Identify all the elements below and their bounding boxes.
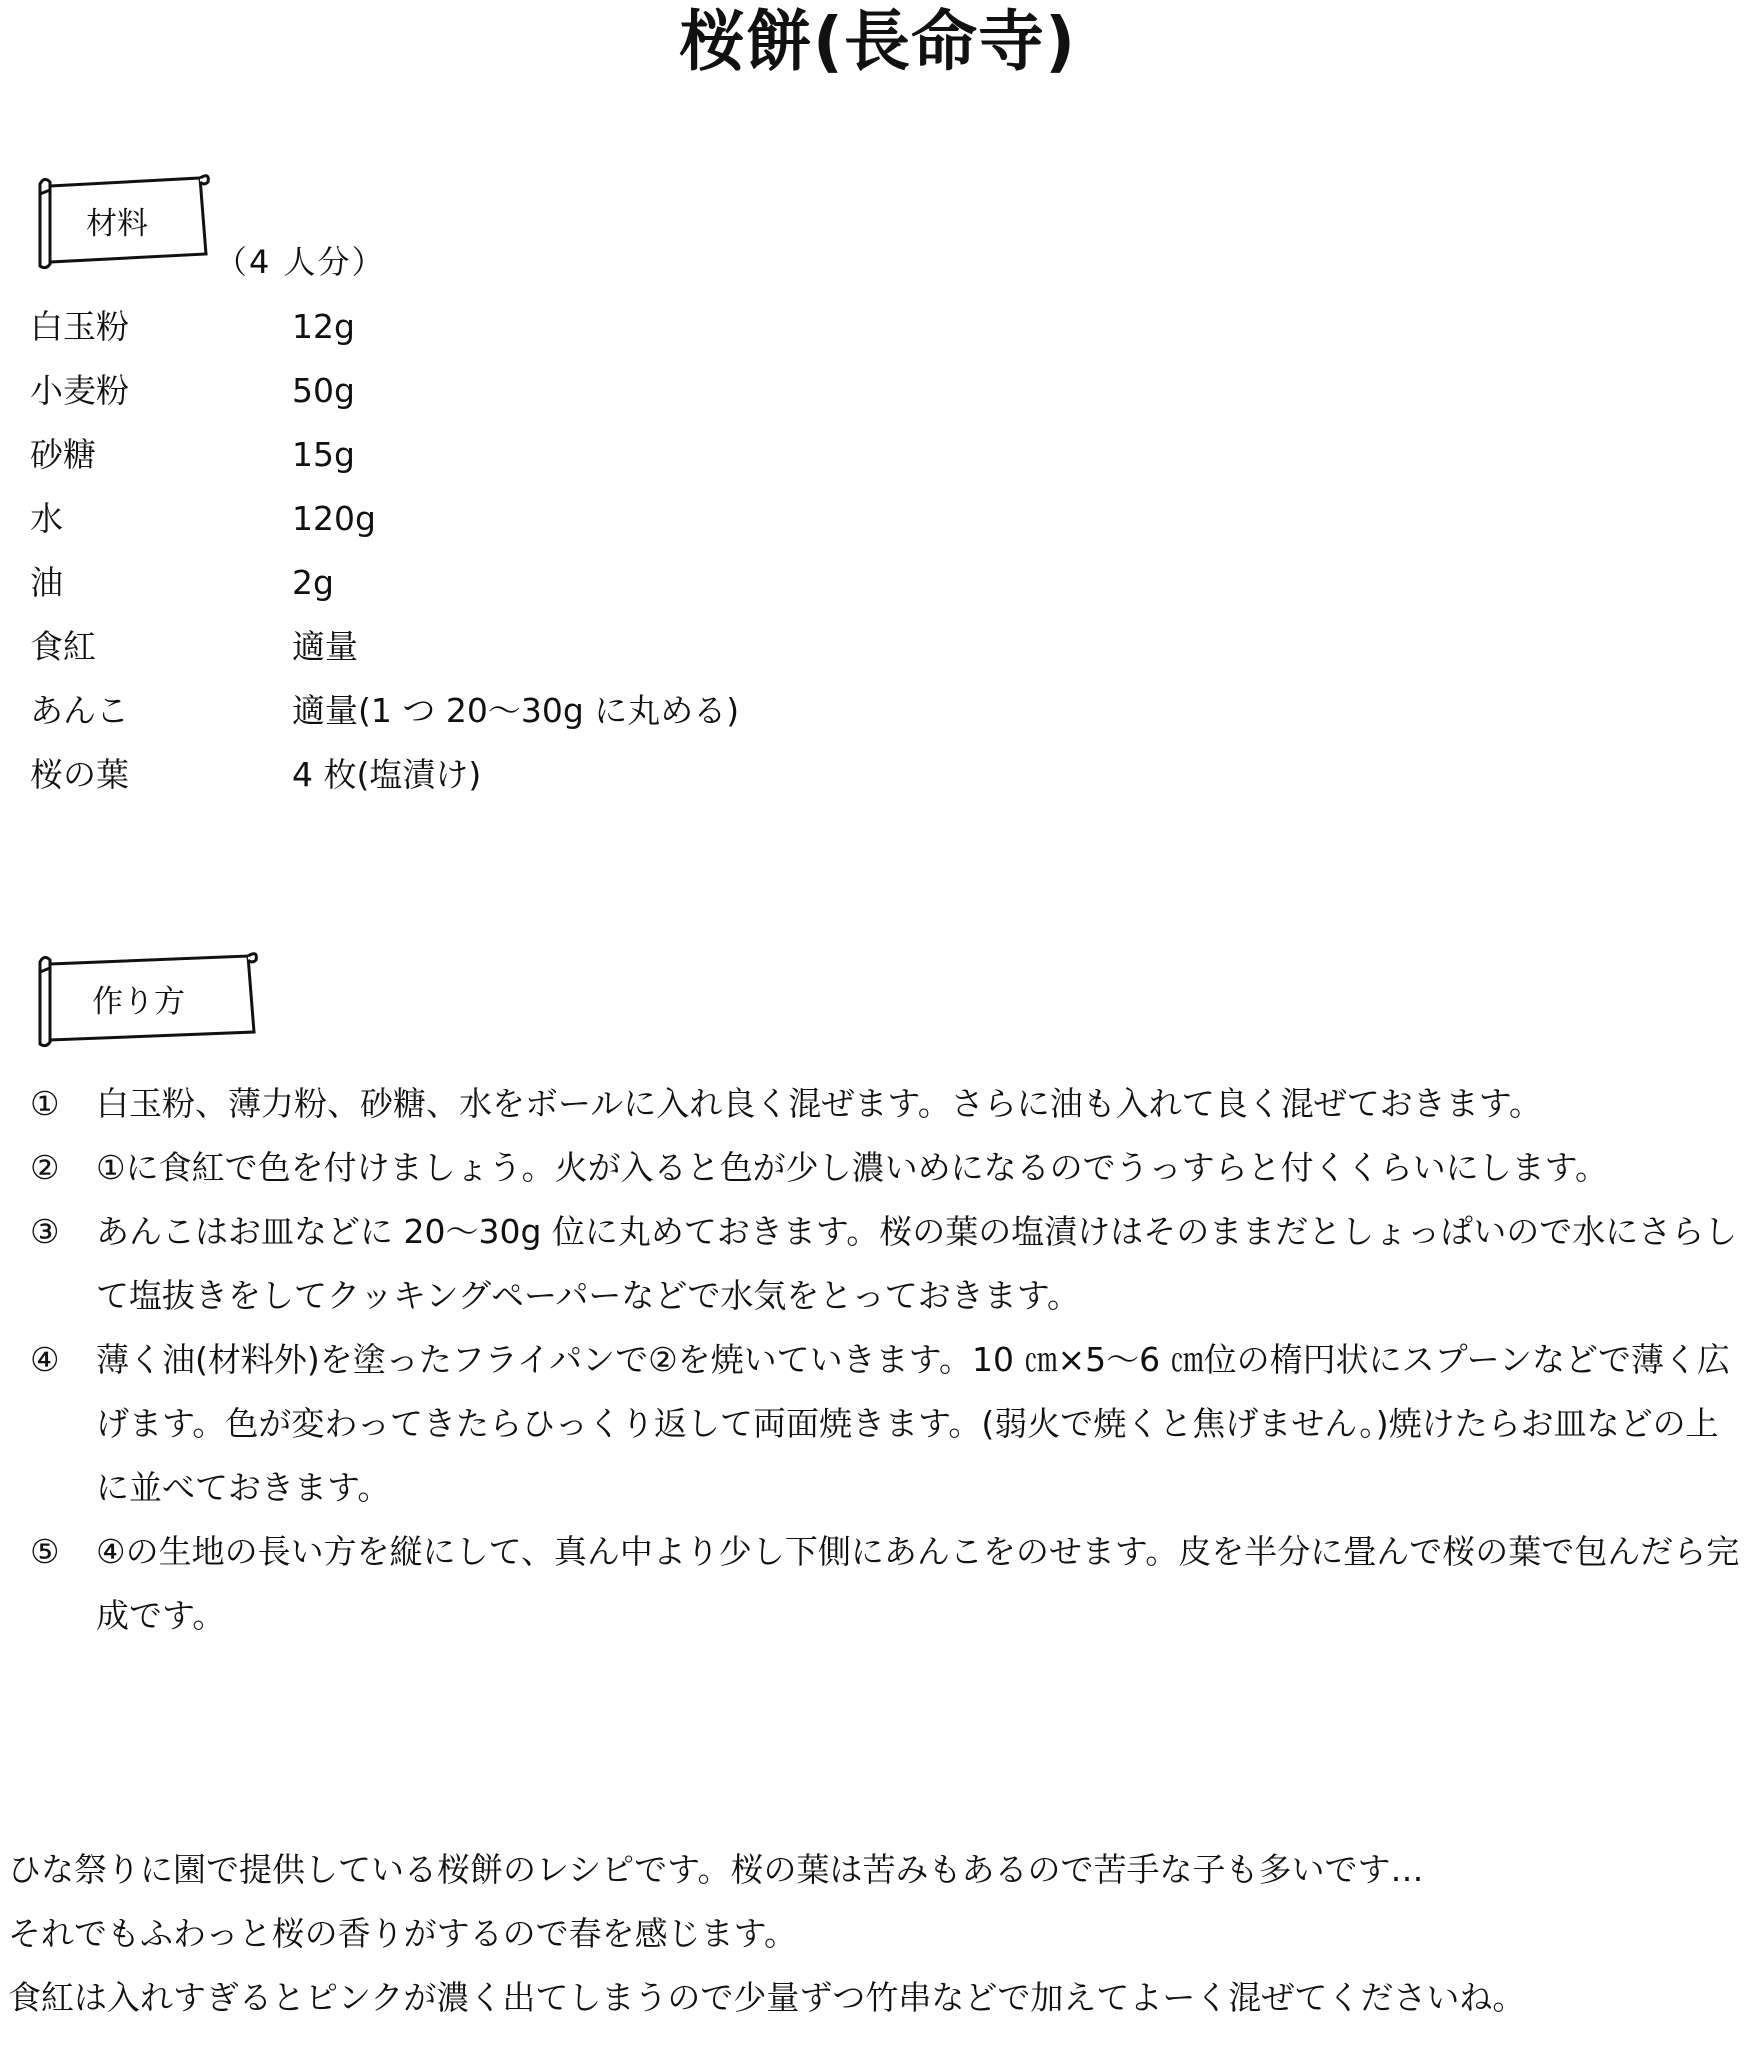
list-item [30,433,739,497]
list-item [30,1328,1745,1520]
step-number: ④ [30,1340,60,1379]
step-text: ①に食紅で色を付けましょう。火が入ると色が少し濃いめになるのでうっすらと付くくらいにします。 [96,1148,1608,1187]
step-number: ① [30,1084,60,1123]
method-label: 作り方 [92,984,185,1020]
note-line: 食紅は入れすぎるとピンクが濃く出てしまうので少量ずつ竹串などで加えてよーく混ぜてくださいね。 [8,1978,1526,2017]
list-item [30,1136,1745,1200]
ingredient-amount: 15g [292,435,355,474]
ingredient-amount: 4 枚(塩漬け) [292,755,482,794]
ingredient-amount: 120g [292,499,376,538]
page-title: 桜餅(長命寺) [678,3,1077,80]
step-text: ④の生地の長い方を縦にして、真ん中より少し下側にあんこをのせます。皮を半分に畳んで桜の葉で包んだら完成です。 [96,1532,1740,1635]
ingredient-amount: 2g [292,563,334,602]
step-list [30,1072,1745,1648]
list-item [30,1520,1745,1648]
list-item [30,625,739,689]
ingredient-amount: 50g [292,371,355,410]
materials-label-banner [28,172,212,272]
note-line: それでもふわっと桜の香りがするので春を感じます。 [8,1914,798,1953]
ingredient-name: 桜の葉 [30,755,129,794]
list-item [30,753,739,817]
list-item [30,561,739,625]
ingredient-amount: 適量(1 つ 20～30g に丸める) [292,691,740,730]
list-item [30,369,739,433]
step-text: あんこはお皿などに 20～30g 位に丸めておきます。桜の葉の塩漬けはそのままだとしょっぱいので水にさらして塩抜きをしてクッキングペーパーなどで水気をとっておきます。 [96,1212,1738,1315]
list-item [30,1200,1745,1328]
notes [8,1838,1748,2030]
step-number: ② [30,1148,60,1187]
step-text: 薄く油(材料外)を塗ったフライパンで②を焼いていきます。10 ㎝×5～6 ㎝位の楕円状にスプーンなどで薄く広げます。色が変わってきたらひっくり返して両面焼きます。(弱火で焼くと焦げません。)焼けたらお皿などの上に並べておきます。 [96,1340,1731,1507]
ingredient-name: 小麦粉 [30,371,129,410]
ingredient-amount: 12g [292,307,355,346]
servings: （4 人分） [215,243,386,281]
note-line: ひな祭りに園で提供している桜餅のレシピです。桜の葉は苦みもあるので苦手な子も多いです… [8,1850,1424,1889]
list-item [30,497,739,561]
list-item [30,305,739,369]
step-text: 白玉粉、薄力粉、砂糖、水をボールに入れ良く混ぜます。さらに油も入れて良く混ぜておきます。 [96,1084,1543,1123]
ingredient-name: 白玉粉 [30,307,129,346]
ingredient-name: 油 [30,563,63,602]
step-number: ③ [30,1212,60,1251]
ingredient-list [30,305,739,817]
method-label-banner [28,950,260,1050]
list-item [30,1072,1745,1136]
materials-label: 材料 [86,206,148,242]
ingredient-name: あんこ [30,691,129,730]
list-item [30,689,739,753]
ingredient-name: 砂糖 [30,435,96,474]
ingredient-amount: 適量 [292,627,358,666]
ingredient-name: 水 [30,499,63,538]
step-number: ⑤ [30,1532,60,1571]
ingredient-name: 食紅 [30,627,96,666]
